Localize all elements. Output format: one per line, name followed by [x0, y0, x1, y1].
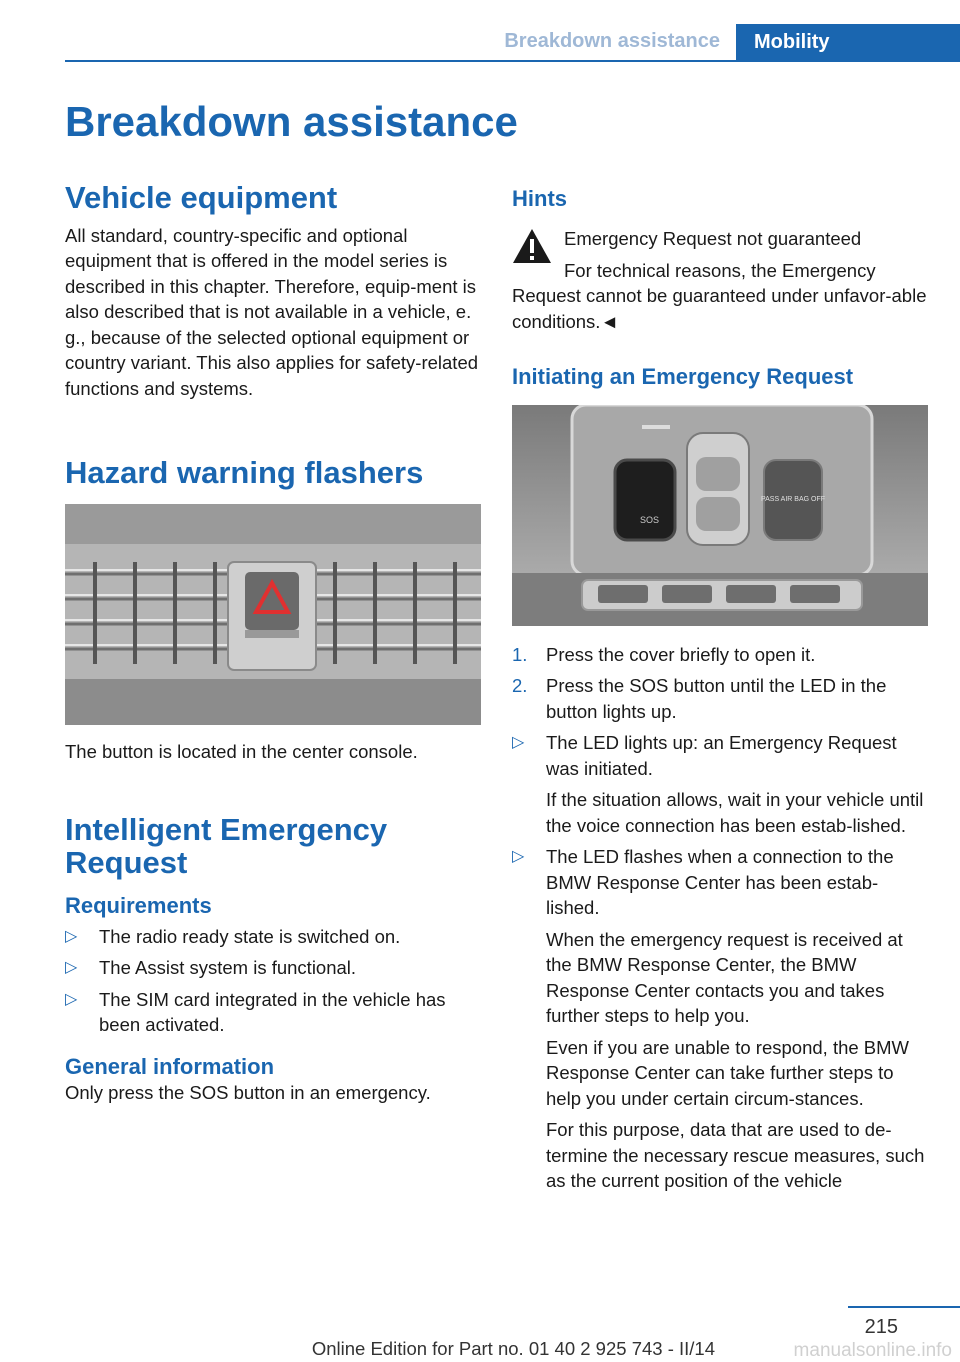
vehicle-equipment-heading: Vehicle equipment	[65, 180, 338, 215]
footer-rule	[848, 1306, 960, 1308]
passenger-airbag-label: PASS AIR BAG OFF	[760, 495, 826, 503]
hazard-heading: Hazard warning flashers	[65, 455, 424, 491]
requirements-heading: Requirements	[65, 893, 212, 919]
hazard-flasher-photo	[65, 504, 481, 725]
requirements-list	[65, 924, 481, 1038]
triangle-bullet-icon: ▷	[65, 959, 78, 977]
header-section-label: Breakdown assistance	[504, 30, 720, 52]
vehicle-equipment-text: All standard, country-specific and optional equipment that is offered in the model series is described in this chapter. Therefore, equip-ment is also described that is not available in a vehicle, e. g., because of the selected optional equipment or country variant. This also applies for safety-related functions and systems.	[65, 224, 479, 399]
header-rule	[65, 60, 960, 62]
warning-text: For technical reasons, the Emergency Request cannot be guaranteed under unfavor-able conditions.◄	[512, 259, 927, 332]
hazard-caption: The button is located in the center console.	[65, 740, 418, 762]
intelligent-emergency-heading: Intelligent Emergency Request	[65, 812, 388, 880]
triangle-bullet-icon: ▷	[512, 734, 525, 752]
outcomes-list	[512, 730, 928, 1194]
general-information-text: Only press the SOS button in an emergency.	[65, 1081, 431, 1103]
right-column	[512, 186, 928, 1200]
list-item: ▷ The LED lights up: an Emergency Request was initiated. If the situation allows, wait in your vehicle until the voice connection has been estab-lished.	[512, 732, 924, 836]
list-item: ▷ The radio ready state is switched on.	[65, 924, 481, 950]
list-item: 1. Press the cover briefly to open it.	[512, 643, 816, 665]
sos-label: SOS	[640, 514, 660, 525]
list-item: ▷ The Assist system is functional.	[65, 955, 481, 981]
triangle-bullet-icon: ▷	[65, 927, 78, 945]
list-item: 2. Press the SOS button until the LED in the button lights up.	[512, 675, 887, 722]
steps-list	[512, 642, 928, 725]
footer-edition: Online Edition for Part no. 01 40 2 925 743 - II/14	[311, 1338, 715, 1359]
list-item: ▷ The LED flashes when a connection to the BMW Response Center has been estab-lished. When the emergency request is received at the BMW Response Center, the BMW Response Center contacts you and takes further steps to help you. Even if you are unable to respond, the BMW Response Center can take further steps to help you under certain circum-stances. For this purpose, data that are used to de-termine the necessary rescue measures, such as the current position of the vehicle	[512, 846, 925, 1192]
initiating-heading: Initiating an Emergency Request	[512, 364, 854, 390]
page-number: 215	[864, 1316, 898, 1338]
warning-block	[512, 226, 928, 252]
hints-heading: Hints	[512, 186, 567, 211]
header-chapter-tab: Mobility	[736, 24, 960, 62]
warning-title: Emergency Request not guaranteed	[564, 228, 862, 250]
watermark: manualsonline.info	[793, 1340, 952, 1361]
triangle-bullet-icon: ▷	[65, 990, 78, 1008]
page-title: Breakdown assistance	[65, 98, 518, 145]
left-column	[65, 182, 481, 1105]
sos-button-photo	[512, 405, 928, 626]
general-information-heading: General information	[65, 1053, 275, 1079]
list-item: ▷ The SIM card integrated in the vehicle has been activated.	[65, 988, 446, 1036]
triangle-bullet-icon: ▷	[512, 848, 525, 866]
warning-icon	[512, 228, 552, 264]
